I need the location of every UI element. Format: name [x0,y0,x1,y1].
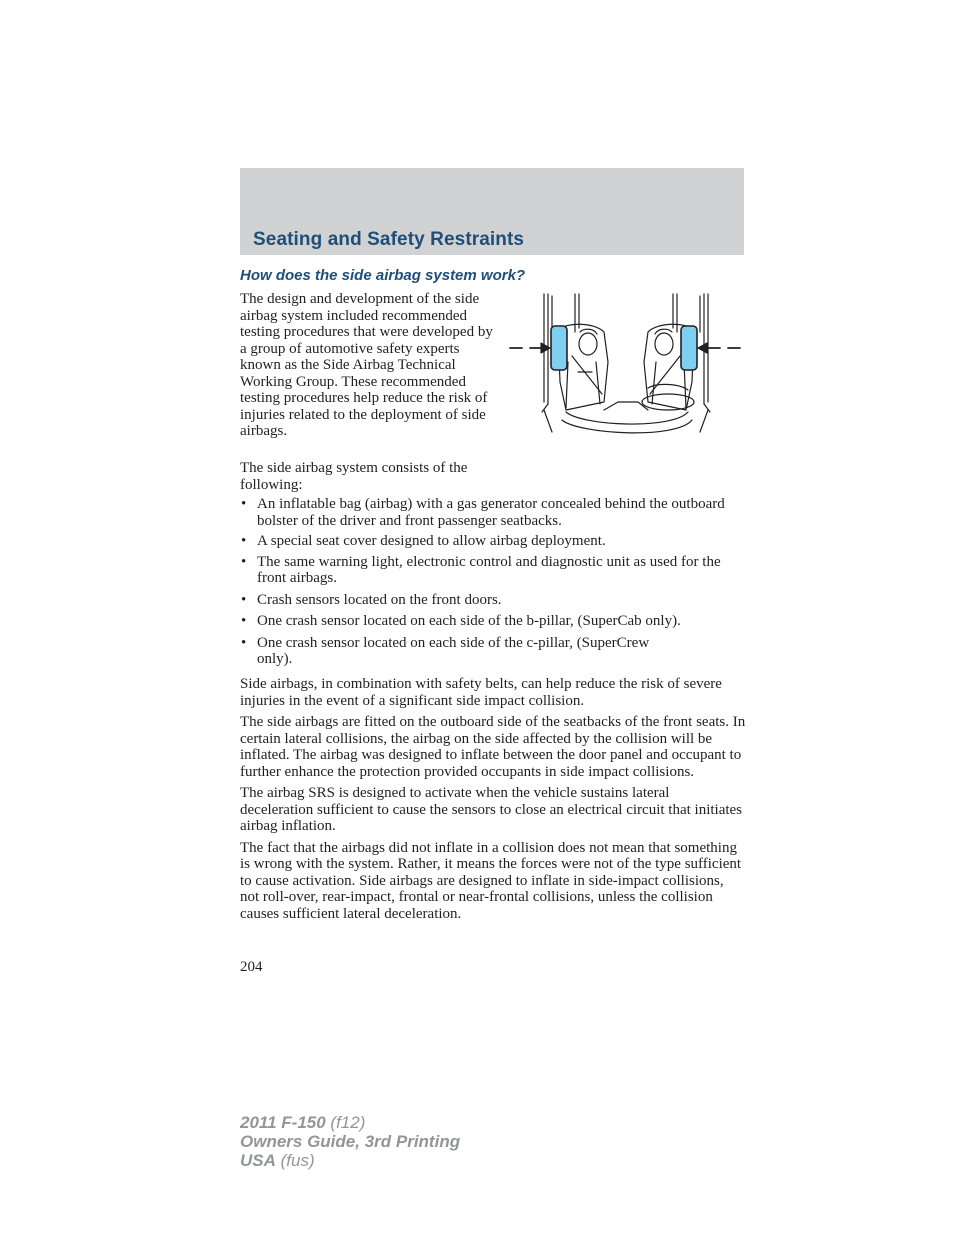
list-item-text: One crash sensor located on each side of the b-pillar, (SuperCab only). [257,613,681,629]
list-item-text: One crash sensor located on each side of the c-pillar, (SuperCrew only). [257,634,650,667]
paragraph: The fact that the airbags did not inflate in a collision does not mean that something is wrong with the system. Rather, it means the forces were not of the type sufficient to cause activation. Side airbags are designed to inflate in side-impact collisions, not roll-over, rear-impact, frontal or near-frontal collisions, unless the collision causes sufficient lateral deceleration. [240,839,742,922]
footer-market-code: (fus) [275,1151,315,1170]
bullet-icon: • [241,591,247,608]
list-item [240,554,752,587]
system-components-intro: The side airbag system consists of the following: [240,460,468,493]
paragraph: The airbag SRS is designed to activate when the vehicle sustains lateral deceleration sufficient to cause the sensors to close an electrical circuit that initiates airbag inflation. [240,785,743,834]
vehicle-floor-outline [542,402,710,433]
right-impact-arrow [698,343,740,353]
side-airbag-illustration [508,292,744,452]
footer-market-line [240,1151,460,1170]
paragraph: The side airbags are fitted on the outboard side of the seatbacks of the front seats. In certain lateral collisions, the airbag on the side affected by the collision will be inflated. The airbag was designed to inflate between the door panel and occupant to further enhance the protection provided occupants in side impact collisions. [240,714,746,780]
body-text [240,676,746,927]
section-title: Seating and Safety Restraints [253,229,525,250]
bullet-icon: • [241,496,247,512]
list-item-text: An inflatable bag (airbag) with a gas generator concealed behind the outboard bolster of the driver and front passenger seatbacks. [257,496,725,529]
bullet-icon: • [241,553,247,570]
footer-market: USA [240,1151,276,1170]
footer-model-line [240,1113,460,1132]
footer-model-code: (f12) [325,1113,366,1132]
left-side-airbag [551,326,567,370]
bullet-icon: • [241,634,247,651]
subheading: How does the side airbag system work? [240,267,526,284]
footer-guide: Owners Guide, 3rd Printing [240,1132,461,1151]
section-header-band [240,168,744,255]
list-item [240,592,752,609]
list-item [240,496,752,529]
paragraph: Side airbags, in combination with safety belts, can help reduce the risk of severe injuries in the event of a significant side impact collision. [240,676,722,709]
list-item [240,613,752,630]
right-side-airbag [681,326,697,370]
list-item-text: The same warning light, electronic control and diagnostic unit as used for the front airbags. [257,553,721,586]
list-item-text: A special seat cover designed to allow airbag deployment. [257,533,606,549]
left-impact-arrow [510,343,550,353]
footer-model: 2011 F-150 [240,1113,326,1132]
bullet-icon: • [241,533,247,549]
list-item-text: Crash sensors located on the front doors. [257,591,502,608]
system-components-list [240,496,752,668]
intro-paragraph: The design and development of the side airbag system included recommended testing procedures that were developed by a group of automotive safety experts known as the Side Airbag Technical Working Group. These recommended testing procedures help reduce the risk of injuries related to the deployment of side airbags. [240,291,493,439]
page-number: 204 [240,959,263,975]
list-item [240,533,752,550]
list-item [240,635,752,668]
document-footer [240,1113,460,1170]
bullet-icon: • [241,613,247,629]
